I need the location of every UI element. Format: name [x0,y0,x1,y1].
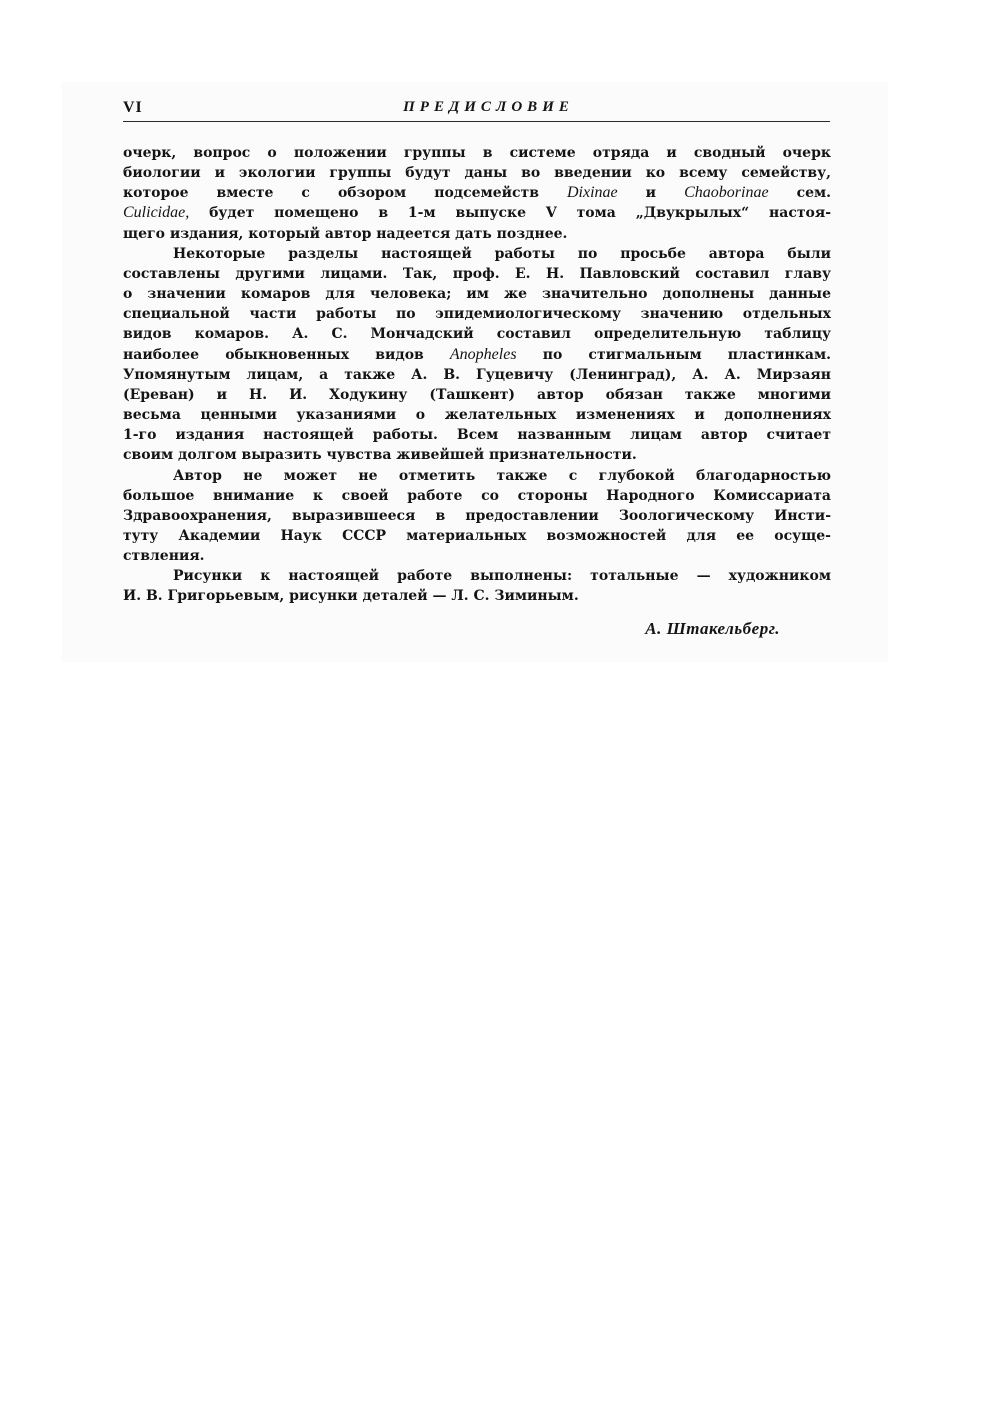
paragraph-2-line: весьма ценными указаниями о желательных изменениях и дополнениях [123,407,831,424]
paragraph-4-line: Рисунки к настоящей работе выполнены: тотальные — художником [173,568,831,585]
text-span: наиболее обыкновенных видов [123,346,424,363]
author-signature: А. Штакельберг. [645,619,780,638]
taxon-name: Chaoborinae [684,184,769,202]
paragraph-3-line: большое внимание к своей работе со стороны Народного Комиссариата [123,487,831,504]
paragraph-1-line [123,183,831,203]
text-span: по стигмальным пластинкам. [542,346,832,363]
paragraph-2-line: Упомянутым лицам, а также А. В. Гуцевичу (Ленинград), А. А. Мирзаян [123,366,831,383]
paragraph-1-line: щего издания, который автор надеется дать позднее. [123,225,568,242]
taxon-name: Culicidae, [123,204,190,222]
paragraph-2-line [123,345,831,365]
page-number: VI [123,99,143,116]
paragraph-3-line: Автор не может не отметить также с глубокой благодарностью [173,467,831,484]
text-span: сем. [796,185,832,202]
text-span: которое вместе с обзором подсемейств [123,185,539,202]
running-head [123,99,830,122]
paragraph-2-line: своим долгом выразить чувства живейшей признательности. [123,447,637,464]
paragraph-2-line: специальной части работы по эпидемиологическому значению отдельных [123,306,831,323]
paragraph-1-line [123,203,831,223]
taxon-name: Anopheles [449,345,517,363]
paragraph-4-line: И. В. Григорьевым, рисунки деталей — Л. С. Зиминым. [123,588,579,605]
text-span: и [645,185,657,202]
paragraph-1-line: биологии и экологии группы будут даны во введении ко всему семейству, [123,165,831,182]
paragraph-2-line: (Ереван) и Н. И. Ходукину (Ташкент) автор обязан также многими [123,386,831,403]
paragraph-2-line: составлены другими лицами. Так, проф. Е. Н. Павловский составил главу [123,265,831,282]
text-span: будет помещено в 1-м выпуске V тома „Двукрылых“ настоя- [209,205,832,222]
paragraph-3-line: Здравоохранения, выразившееся в предоставлении Зоологическому Инсти- [123,507,831,524]
paragraph-1-line: очерк, вопрос о положении группы в системе отряда и сводный очерк [123,145,831,161]
paragraph-2-line: 1-го издания настоящей работы. Всем названным лицам автор считает [123,427,831,444]
paragraph-2-line: Некоторые разделы настоящей работы по просьбе автора были [173,245,831,262]
running-title: ПРЕДИСЛОВИЕ [403,99,574,115]
paragraph-3-line: туту Академии Наук СССР материальных возможностей для ее осуще- [123,527,831,544]
paragraph-3-line: ствления. [123,548,205,565]
body-text [123,143,831,607]
paragraph-2-line: о значении комаров для человека; им же значительно дополнены данные [123,286,831,303]
paragraph-2-line: видов комаров. А. С. Мончадский составил определительную таблицу [123,326,831,343]
taxon-name: Dixinae [566,184,618,202]
